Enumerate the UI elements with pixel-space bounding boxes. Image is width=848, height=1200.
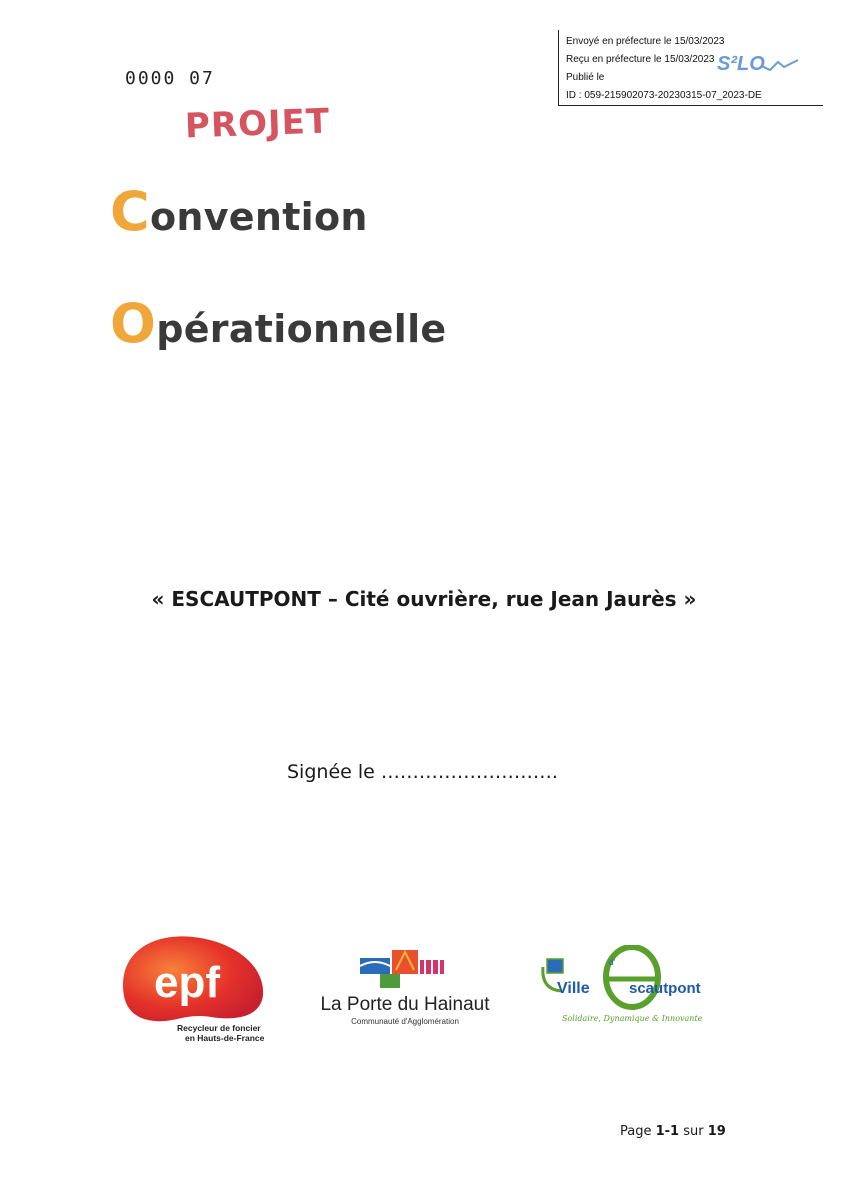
ville-escautpont-logo (537, 945, 712, 1030)
epf-tagline-1: Recycleur de foncier (177, 1023, 261, 1033)
convention-subject: « ESCAUTPONT – Cité ouvrière, rue Jean Jaurès » (151, 587, 697, 611)
epf-tagline-2: en Hauts-de-France (185, 1033, 265, 1043)
title-initial-c: C (110, 180, 150, 243)
title-rest-2: pérationnelle (156, 307, 447, 351)
page-current: 1-1 (655, 1124, 680, 1139)
s2lo-text: S²LO (717, 53, 765, 75)
s2lo-stamp (717, 53, 765, 76)
page-indicator (620, 1124, 726, 1139)
prefecture-received: Reçu en préfecture le 15/03/2023 (566, 54, 715, 65)
ville-logo-tagline: Solidaire, Dynamique & Innovante (562, 1014, 703, 1023)
document-number: 0000 07 (125, 68, 215, 89)
porte-logo-name: La Porte du Hainaut (320, 994, 490, 1015)
epf-logo (115, 925, 275, 1045)
prefecture-sent: Envoyé en préfecture le 15/03/2023 (566, 36, 725, 47)
page-total: 19 (707, 1124, 726, 1139)
projet-stamp: PROJET (184, 101, 331, 147)
porte-du-hainaut-logo (310, 940, 500, 1035)
title-line-2 (110, 292, 446, 355)
epf-logo-text: epf (154, 958, 220, 1007)
page-prefix: Page (620, 1124, 656, 1139)
ville-logo-prefix: d' (609, 958, 615, 967)
signature-date-line: Signée le ………………………. (287, 761, 558, 783)
page-middle: sur (679, 1124, 708, 1139)
prefecture-published: Publié le (566, 72, 605, 83)
ville-logo-name-2: scautpont (629, 980, 701, 997)
ville-logo-name-1: Ville (557, 980, 590, 997)
prefecture-id: ID : 059-215902073-20230315-07_2023-DE (566, 90, 762, 101)
s2lo-swoosh-icon (760, 58, 800, 72)
title-initial-o: O (110, 292, 157, 355)
title-rest-1: onvention (149, 195, 368, 239)
porte-logo-tagline: Communauté d'Agglomération (351, 1017, 459, 1026)
title-line-1 (110, 180, 368, 243)
